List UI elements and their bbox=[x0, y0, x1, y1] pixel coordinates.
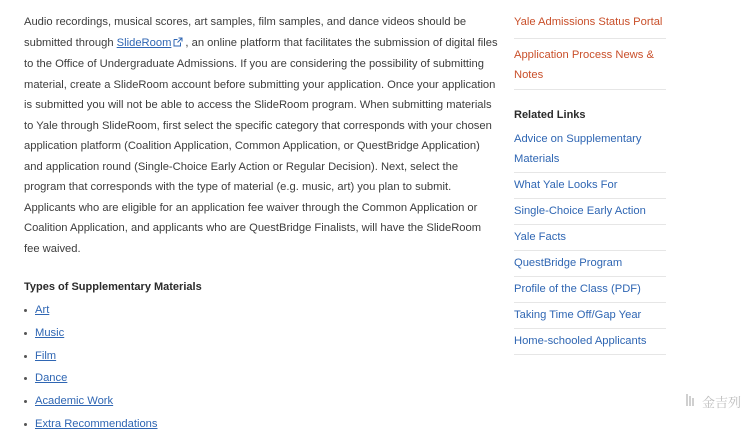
intro-text-before-link: Audio recordings, musical scores, art samples, film samples, and dance videos should be submitted through bbox=[24, 16, 467, 49]
bullet-icon bbox=[24, 332, 27, 335]
bullet-icon bbox=[24, 309, 27, 312]
related-link-early-action[interactable]: Single-Choice Early Action bbox=[514, 199, 666, 225]
slideroom-link[interactable]: SlideRoom bbox=[116, 36, 172, 49]
intro-paragraph bbox=[24, 12, 498, 259]
list-item bbox=[24, 322, 498, 345]
bullet-icon bbox=[24, 400, 27, 403]
external-link-icon bbox=[173, 34, 183, 55]
type-link-extra-recommendations[interactable]: Extra Recommendations bbox=[35, 417, 158, 430]
related-link-what-yale-looks-for[interactable]: What Yale Looks For bbox=[514, 173, 666, 199]
list-item bbox=[24, 390, 498, 413]
process-news-link[interactable]: Application Process News & Notes bbox=[514, 39, 666, 90]
related-link-class-profile[interactable]: Profile of the Class (PDF) bbox=[514, 277, 666, 303]
bullet-icon bbox=[24, 423, 27, 426]
bullet-icon bbox=[24, 377, 27, 380]
type-link-dance[interactable]: Dance bbox=[35, 372, 68, 385]
type-link-film[interactable]: Film bbox=[35, 349, 57, 362]
related-link-yale-facts[interactable]: Yale Facts bbox=[514, 225, 666, 251]
related-link-gap-year[interactable]: Taking Time Off/Gap Year bbox=[514, 303, 666, 329]
intro-text-after-link: , an online platform that facilitates the submission of digital files to the Office of Undergraduate Admissions. If you are considering the possibility of submitting material, create a SlideRoom account before submitting your application. Once your application is submitted you will not be able to access the SlideRoom program. When submitting materials to Yale through SlideRoom, first select the specific category that corresponds with your chosen application platform (Coalition Application, Common Application, or QuestBridge Application) and application round (Single-Choice Early Action or Regular Decision). Next, select the program that corresponds with the type of material (e.g. music, art) you plan to submit. Applicants who are eligible for an application fee waiver through the Common Application or Coalition Application, and applicants who are QuestBridge Finalists, will have the SlideRoom fee waived. bbox=[24, 36, 498, 255]
related-link-questbridge[interactable]: QuestBridge Program bbox=[514, 251, 666, 277]
related-link-home-schooled[interactable]: Home-schooled Applicants bbox=[514, 329, 666, 355]
related-link-advice[interactable]: Advice on Supplementary Materials bbox=[514, 127, 666, 173]
status-portal-link[interactable]: Yale Admissions Status Portal bbox=[514, 8, 666, 39]
related-links-heading: Related Links bbox=[514, 109, 586, 121]
type-link-academic-work[interactable]: Academic Work bbox=[35, 395, 114, 408]
types-heading: Types of Supplementary Materials bbox=[24, 281, 202, 293]
watermark-logo-icon bbox=[684, 392, 698, 411]
watermark-text: 金吉列 bbox=[702, 395, 742, 410]
sidebar bbox=[514, 8, 666, 355]
list-item bbox=[24, 345, 498, 368]
type-link-art[interactable]: Art bbox=[35, 304, 50, 316]
watermark bbox=[684, 392, 741, 411]
list-item bbox=[24, 299, 498, 322]
types-list bbox=[24, 299, 498, 436]
list-item bbox=[24, 413, 498, 436]
main-content bbox=[24, 12, 498, 436]
bullet-icon bbox=[24, 355, 27, 358]
type-link-music[interactable]: Music bbox=[35, 326, 65, 339]
list-item bbox=[24, 367, 498, 390]
